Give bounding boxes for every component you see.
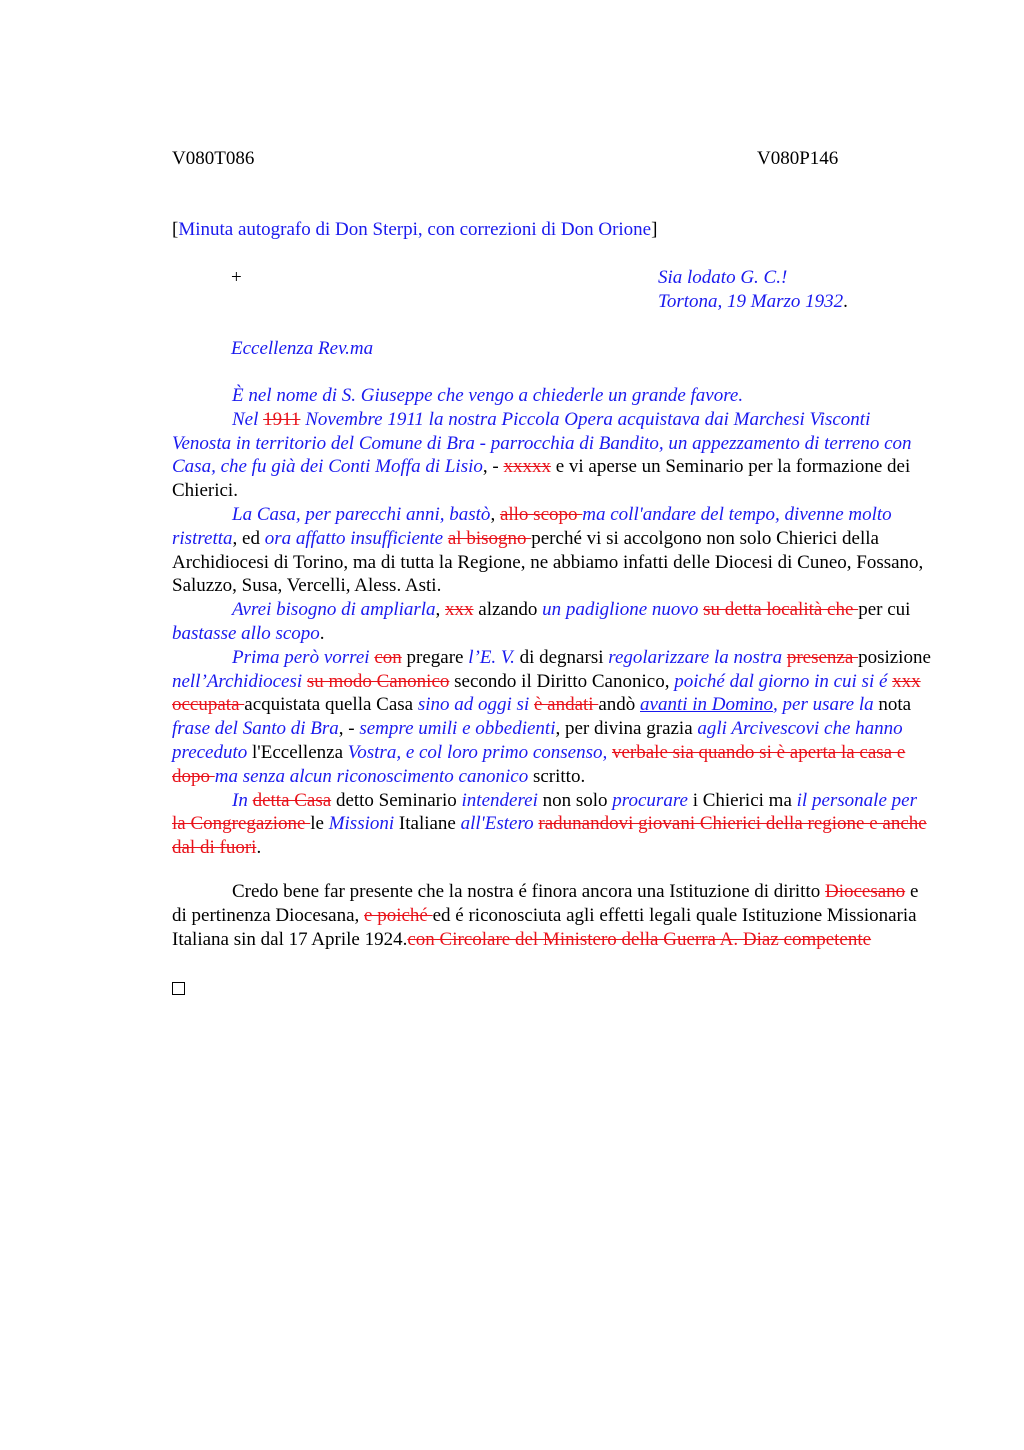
- paragraph-2: Nel 1911 Novembre 1911 la nostra Piccola Opera acquistava dai Marchesi Visconti Venosta in territorio del Comune di Bra - parrocchia di Bandito, un appezzamento di terreno con Casa, che fu già dei Conti Moffa di Lisio, - xxxxx e vi aperse un Seminario per la formazione dei Chierici.: [172, 408, 912, 502]
- paragraph-1: È nel nome di S. Giuseppe che vengo a chiederle un grande favore.: [232, 385, 744, 406]
- editorial-note: [Minuta autografo di Don Sterpi, con correzioni di Don Orione]: [172, 219, 658, 240]
- paragraph-5: Prima però vorrei con pregare l’E. V. di degnarsi regolarizzare la nostra presenza posizione nell’Archidiocesi su modo Canonico secondo il Diritto Canonico, poiché dal giorno in cui si é xxx occupata acquistata quella Casa sino ad oggi si è andati andò avanti in Domino, per usare la nota frase del Santo di Bra, - sempre umili e obbedienti, per divina grazia agli Arcivescovi che hanno preceduto l'Eccellenza Vostra, e col loro primo consenso, verbale sia quando si è aperta la casa e dopo ma senza alcun riconoscimento canonico scritto.: [172, 646, 931, 787]
- place-date: Tortona, 19 Marzo 1932.: [658, 291, 848, 312]
- cross-mark: +: [231, 267, 242, 288]
- paragraph-4: Avrei bisogno di ampliarla, xxx alzando un padiglione nuovo su detta località che per cui bastasse allo scopo.: [172, 599, 911, 644]
- paragraph-6: In detta Casa detto Seminario intenderei non solo procurare i Chierici ma il personale per la Congregazione le Missioni Italiane all'Estero radunandovi giovani Chierici della regione e anche dal di fuori.: [172, 789, 927, 859]
- praise-line: Sia lodato G. C.!: [658, 267, 788, 288]
- paragraph-7: Credo bene far presente che la nostra é finora ancora una Istituzione di diritto Diocesano e di pertinenza Diocesana, e poiché ed é riconosciuta agli effetti legali quale Istituzione Missionaria Italiana sin dal 17 Aprile 1924.con Circolare del Ministero della Guerra A. Diaz competente: [172, 881, 919, 950]
- body-text: [172, 384, 932, 860]
- square-box-icon: [172, 982, 185, 995]
- paragraph-3: La Casa, per parecchi anni, bastò, allo scopo ma coll'andare del tempo, divenne molto ristretta, ed ora affatto insufficiente al bisogno perché vi si accolgono non solo Chierici della Archidiocesi di Torino, ma di tutta la Regione, ne abbiamo infatti delle Diocesi di Cuneo, Fossano, Saluzzo, Susa, Vercelli, Aless. Asti.: [172, 503, 924, 597]
- left-code: V080T086: [172, 148, 255, 169]
- salutation: Eccellenza Rev.ma: [231, 338, 374, 359]
- right-code: V080P146: [757, 148, 839, 169]
